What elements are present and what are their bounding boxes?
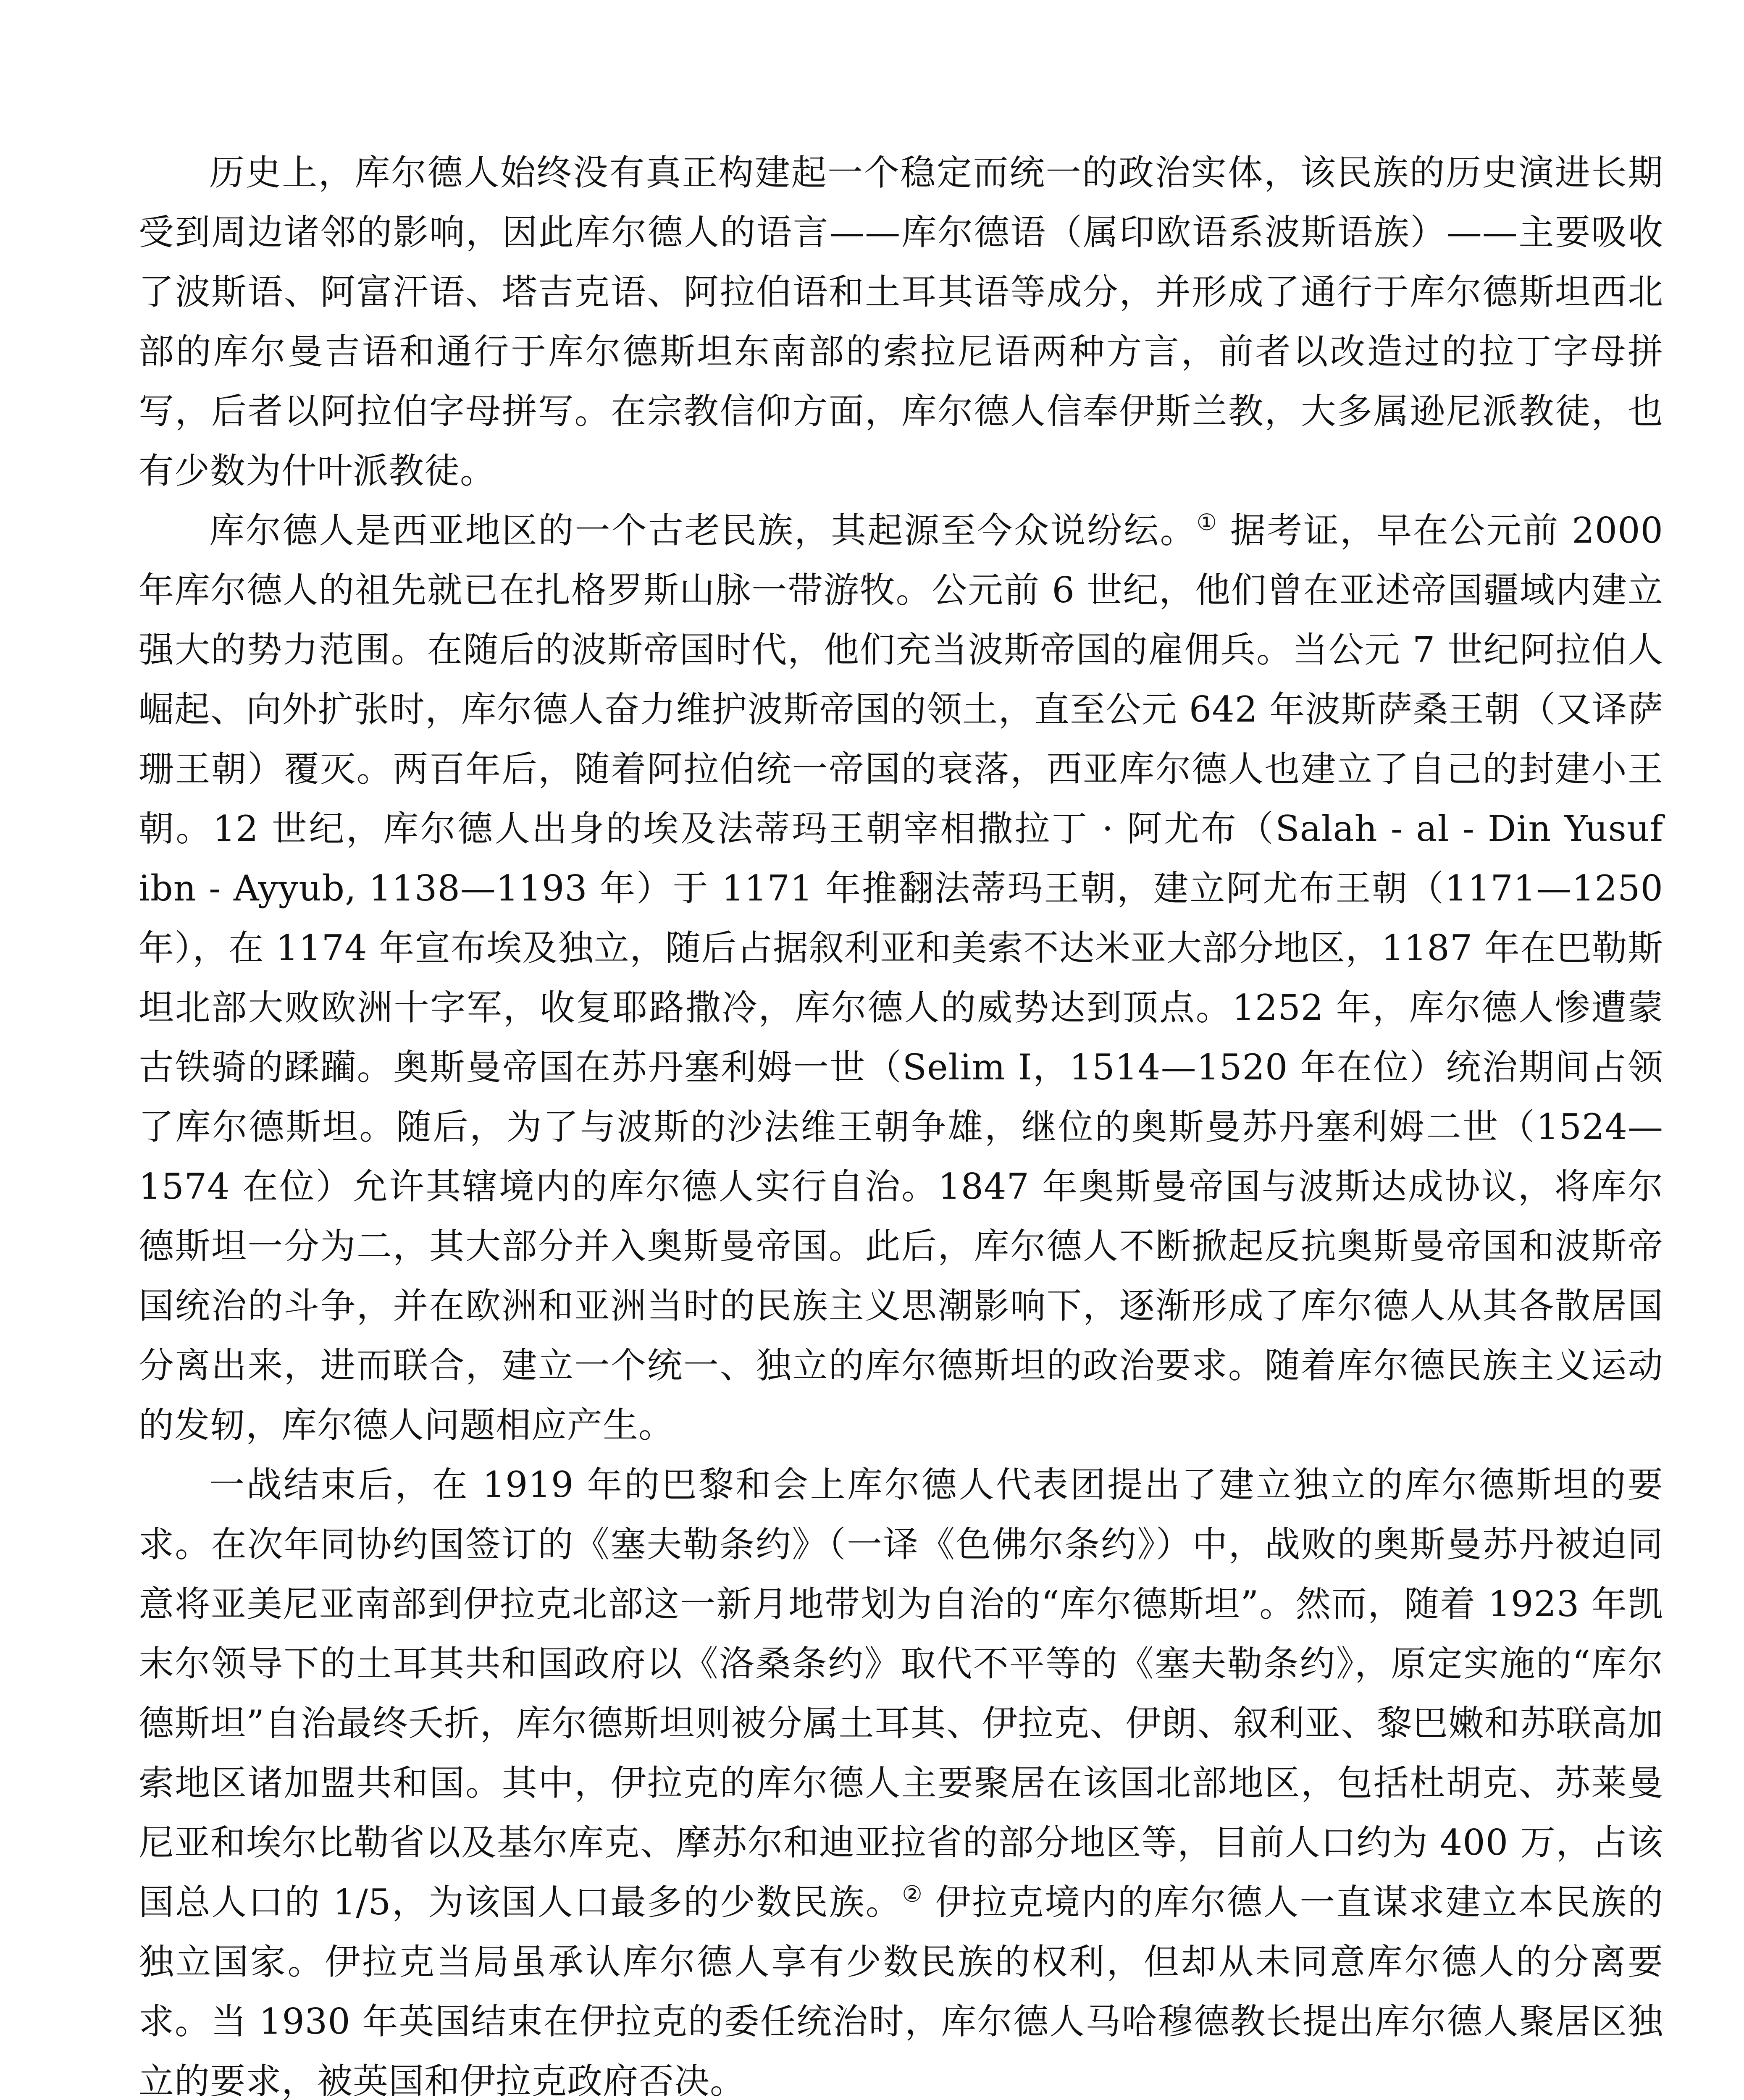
body-text xyxy=(139,143,1663,2100)
paragraph-text: 一战结束后，在 1919 年的巴黎和会上库尔德人代表团提出了建立独立的库尔德斯坦的要求。在次年同协约国签订的《塞夫勒条约》（一译《色佛尔条约》）中，战败的奥斯曼苏丹被迫同意将亚美尼亚南部到伊拉克北部这一新月地带划为自治的“库尔德斯坦”。然而，随着 1923 年凯末尔领导下的土耳其共和国政府以《洛桑条约》取代不平等的《塞夫勒条约》，原定实施的“库尔德斯坦”自治最终夭折，库尔德斯坦则被分属土耳其、伊拉克、伊朗、叙利亚、黎巴嫩和苏联高加索地区诸加盟共和国。其中，伊拉克的库尔德人主要聚居在该国北部地区，包括杜胡克、苏莱曼尼亚和埃尔比勒省以及基尔库克、摩苏尔和迪亚拉省的部分地区等，目前人口约为 400 万，占该国总人口的 1/5，为该国人口最多的少数民族。 xyxy=(139,1464,1663,1923)
paragraph-text: 库尔德人是西亚地区的一个古老民族，其起源至今众说纷纭。 xyxy=(209,510,1197,551)
paragraph-kurdish-history xyxy=(139,501,1663,1455)
paragraph-text: 据考证，早在公元前 2000 年库尔德人的祖先就已在扎格罗斯山脉一带游牧。公元前 6 世纪，他们曾在亚述帝国疆域内建立强大的势力范围。在随后的波斯帝国时代，他们充当波斯帝国的雇佣兵。当公元 7 世纪阿拉伯人崛起、向外扩张时，库尔德人奋力维护波斯帝国的领土，直至公元 642 年波斯萨桑王朝（又译萨珊王朝）覆灭。两百年后，随着阿拉伯统一帝国的衰落，西亚库尔德人也建立了自己的封建小王朝。12 世纪，库尔德人出身的埃及法蒂玛王朝宰相撒拉丁 · 阿尤布（Salah - al - Din Yusuf ibn - Ayyub, 1138—1193 年）于 1171 年推翻法蒂玛王朝，建立阿尤布王朝（1171—1250 年），在 1174 年宣布埃及独立，随后占据叙利亚和美索不达米亚大部分地区，1187 年在巴勒斯坦北部大败欧洲十字军，收复耶路撒冷，库尔德人的威势达到顶点。1252 年，库尔德人惨遭蒙古铁骑的蹂躏。奥斯曼帝国在苏丹塞利姆一世（Selim I，1514—1520 年在位）统治期间占领了库尔德斯坦。随后，为了与波斯的沙法维王朝争雄，继位的奥斯曼苏丹塞利姆二世（1524—1574 在位）允许其辖境内的库尔德人实行自治。1847 年奥斯曼帝国与波斯达成协议，将库尔德斯坦一分为二，其大部分并入奥斯曼帝国。此后，库尔德人不断掀起反抗奥斯曼帝国和波斯帝国统治的斗争，并在欧洲和亚洲当时的民族主义思潮影响下，逐渐形成了库尔德人从其各散居国分离出来，进而联合，建立一个统一、独立的库尔德斯坦的政治要求。随着库尔德民族主义运动的发轫，库尔德人问题相应产生。 xyxy=(139,510,1663,1446)
footnote-reference: ② xyxy=(902,1881,923,1907)
paragraph-text: 伊拉克境内的库尔德人一直谋求建立本民族的独立国家。伊拉克当局虽承认库尔德人享有少数民族的权利，但却从未同意库尔德人的分离要求。当 1930 年英国结束在伊拉克的委任统治时，库尔德人马哈穆德教长提出库尔德人聚居区独立的要求，被英国和伊拉克政府否决。 xyxy=(139,1882,1663,2100)
footnote-reference: ① xyxy=(1196,509,1218,536)
paragraph-post-wwi xyxy=(139,1455,1663,2100)
paragraph-kurdish-language-religion xyxy=(139,143,1663,501)
paragraph-text: 历史上，库尔德人始终没有真正构建起一个稳定而统一的政治实体，该民族的历史演进长期受到周边诸邻的影响，因此库尔德人的语言——库尔德语（属印欧语系波斯语族）——主要吸收了波斯语、阿富汗语、塔吉克语、阿拉伯语和土耳其语等成分，并形成了通行于库尔德斯坦西北部的库尔曼吉语和通行于库尔德斯坦东南部的索拉尼语两种方言，前者以改造过的拉丁字母拼写，后者以阿拉伯字母拼写。在宗教信仰方面，库尔德人信奉伊斯兰教，大多属逊尼派教徒，也有少数为什叶派教徒。 xyxy=(139,152,1663,491)
